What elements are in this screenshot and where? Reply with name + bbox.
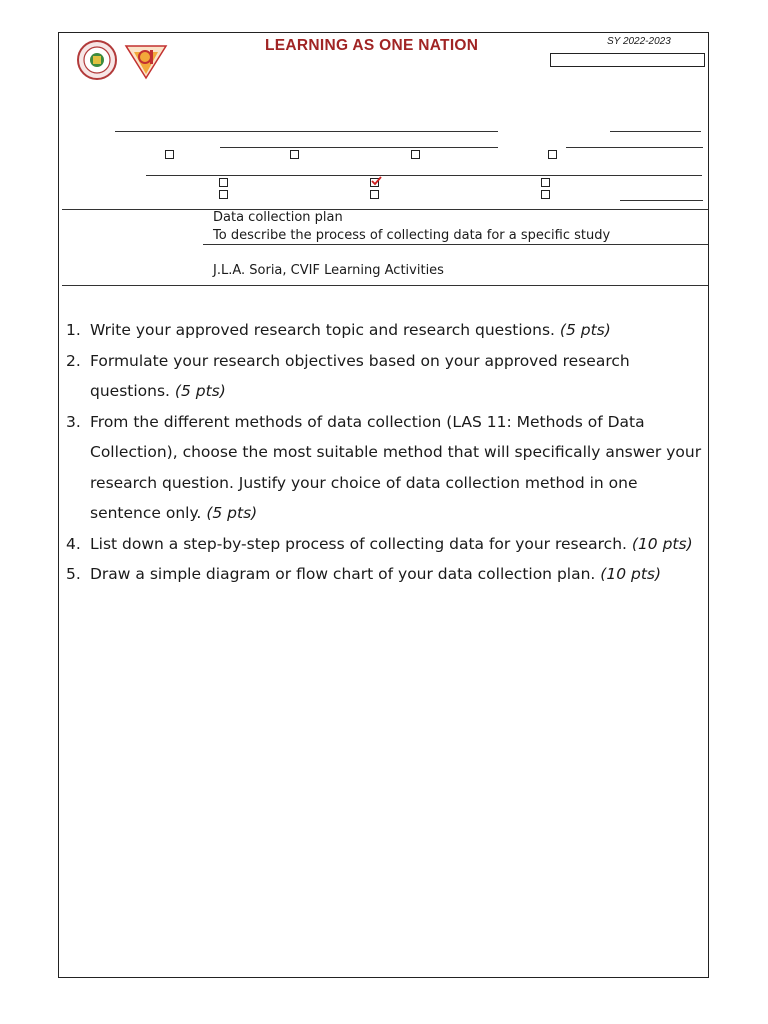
- task-points: (5 pts): [206, 504, 258, 522]
- school-year-label: SY 2022-2023: [607, 36, 671, 47]
- task-text: List down a step-by-step process of collecting data for your research.: [90, 534, 627, 553]
- task-item: 2. Formulate your research objectives based on your approved research questions. (5 pts): [66, 351, 630, 400]
- task-points: (5 pts): [559, 321, 611, 339]
- objective-text: To describe the process of collecting data for a specific study: [213, 228, 611, 243]
- field-line[interactable]: [566, 147, 703, 148]
- school-year-field[interactable]: [550, 53, 705, 67]
- field-line[interactable]: [620, 200, 703, 201]
- field-line[interactable]: [146, 175, 702, 176]
- field-line[interactable]: [220, 147, 498, 148]
- section-divider: [62, 285, 708, 286]
- task-list: [66, 315, 706, 590]
- section-divider: [62, 209, 708, 210]
- checkbox[interactable]: [541, 178, 550, 187]
- checkbox[interactable]: [219, 178, 228, 187]
- task-text: Draw a simple diagram or flow chart of your data collection plan.: [90, 565, 596, 583]
- date-line[interactable]: [610, 131, 701, 132]
- checkbox[interactable]: [219, 190, 228, 199]
- task-text: Write your approved research topic and research questions.: [90, 321, 555, 339]
- section-divider: [203, 244, 708, 245]
- task-points: (10 pts): [631, 534, 693, 553]
- task-text: From the different methods of data collection (LAS 11: Methods of Data Collection), choose the most suitable method that will specifically answer your research question. Justify your choice of data collection method in one sentence only.: [90, 412, 702, 522]
- checkbox[interactable]: [541, 190, 550, 199]
- task-item: 4. List down a step-by-step process of collecting data for your research. (10 pts): [66, 534, 693, 553]
- checkbox[interactable]: [411, 150, 420, 159]
- checkbox[interactable]: [370, 190, 379, 199]
- task-item: 3. From the different methods of data collection (LAS 11: Methods of Data Collection), choose the most suitable method that will specifically answer your research question. Justify your choice of data collection method in one sentence only. (5 pts): [66, 412, 702, 522]
- task-points: (5 pts): [174, 382, 226, 400]
- checkbox[interactable]: [548, 150, 557, 159]
- deped-logo: [124, 42, 168, 80]
- activity-title: Data collection plan: [213, 210, 343, 225]
- task-points: (10 pts): [600, 565, 662, 583]
- reference-text: J.L.A. Soria, CVIF Learning Activities: [213, 263, 444, 278]
- checkbox[interactable]: [290, 150, 299, 159]
- school-seal-logo: [74, 40, 120, 80]
- task-text: Formulate your research objectives based on your approved research questions.: [90, 351, 630, 400]
- name-line[interactable]: [115, 131, 498, 132]
- check-mark-icon: [371, 176, 382, 186]
- task-item: 5. Draw a simple diagram or flow chart of your data collection plan. (10 pts): [66, 565, 662, 583]
- checkbox[interactable]: [165, 150, 174, 159]
- page-title: LEARNING AS ONE NATION: [265, 37, 479, 54]
- task-item: 1. Write your approved research topic and research questions. (5 pts): [66, 321, 611, 339]
